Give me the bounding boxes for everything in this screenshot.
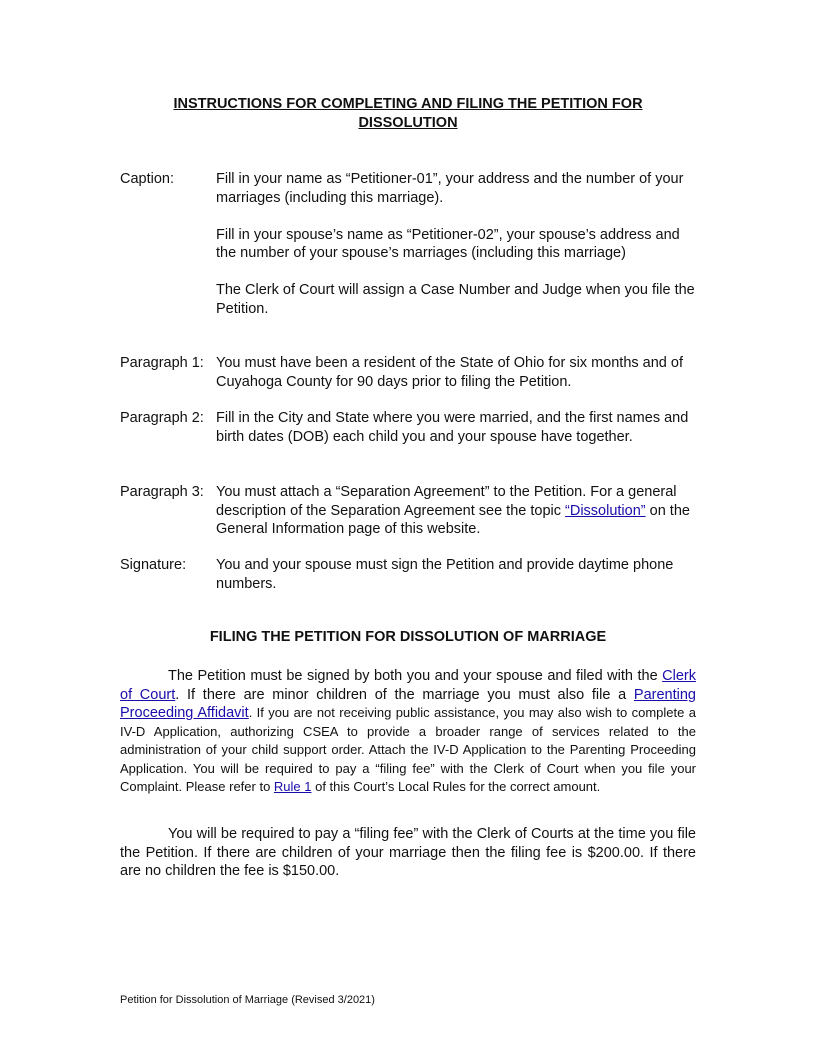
document-title — [120, 95, 696, 133]
paragraph-2-label: Paragraph 2: — [120, 410, 204, 426]
signature-section — [120, 556, 696, 593]
caption-text-3: The Clerk of Court will assign a Case Number and Judge when you file the Petition. — [216, 282, 695, 317]
paragraph-1-label: Paragraph 1: — [120, 355, 204, 371]
title-line-1: INSTRUCTIONS FOR COMPLETING AND FILING THE PETITION FOR — [173, 96, 643, 112]
paragraph-3-text — [216, 483, 696, 539]
caption-section — [120, 170, 696, 318]
paragraph-1-section — [120, 354, 696, 391]
rule-1-link[interactable]: Rule 1 — [273, 779, 312, 794]
signature-label: Signature: — [120, 557, 187, 573]
paragraph-2-section — [120, 409, 696, 446]
title-line-2: DISSOLUTION — [358, 115, 458, 131]
paragraph-1-text: You must have been a resident of the State of Ohio for six months and of Cuyahoga County for 90 days prior to filing the Petition. — [216, 355, 683, 390]
paragraph-2-text: Fill in the City and State where you were married, and the first names and birth dates (DOB) each child you and your spouse have together. — [216, 410, 689, 445]
parenting-affidavit-link[interactable]: Parenting Proceeding Affidavit — [120, 686, 696, 721]
caption-label: Caption: — [120, 171, 175, 187]
filing-paragraph-2 — [120, 825, 696, 881]
paragraph-3-text-after: on the General Information page of this website. — [216, 502, 690, 537]
caption-text-2: Fill in your spouse’s name as “Petitioner-02”, your spouse’s address and the number of your spouse’s marriages (including this marriage) — [216, 226, 680, 261]
filing-para1-part4: of this Court’s Local Rules for the correct amount. — [311, 779, 601, 794]
filing-para1-part1: The Petition must be signed by both you and your spouse and filed with the — [168, 668, 663, 684]
filing-para1-part2: . If there are minor children of the marriage you must also file a — [175, 686, 634, 703]
paragraph-3-section — [120, 483, 696, 539]
signature-text: You and your spouse must sign the Petition and provide daytime phone numbers. — [216, 557, 674, 592]
clerk-of-court-link[interactable]: Clerk of Court — [120, 668, 696, 703]
paragraph-3-label: Paragraph 3: — [120, 484, 204, 500]
caption-text-1: Fill in your name as “Petitioner-01”, your address and the number of your marriages (including this marriage). — [216, 171, 684, 206]
filing-paragraph-1 — [120, 667, 696, 797]
filing-heading: FILING THE PETITION FOR DISSOLUTION OF MARRIAGE — [209, 629, 607, 645]
filing-para2-text: You will be required to pay a “filing fee” with the Clerk of Courts at the time you file the Petition. If there are children of your marriage then the filing fee is $200.00. If there are no children the fee is $150.00. — [120, 826, 696, 879]
dissolution-link[interactable]: “Dissolution” — [565, 502, 646, 519]
footer: Petition for Dissolution of Marriage (Revised 3/2021) — [120, 994, 375, 1006]
filing-para1-part3: . If you are not receiving public assistance, you may also wish to complete a IV-D Application, authorizing CSEA to provide a broader range of services related to the administration of your child support order. Attach the IV-D Application to the Parenting Proceeding Application. You will be required to pay a “filing fee” with the Clerk of Court when you file your Complaint. Please refer to — [120, 705, 696, 794]
paragraph-3-text-before: You must attach a “Separation Agreement” to the Petition. For a general description of the Separation Agreement see the topic — [216, 484, 677, 519]
